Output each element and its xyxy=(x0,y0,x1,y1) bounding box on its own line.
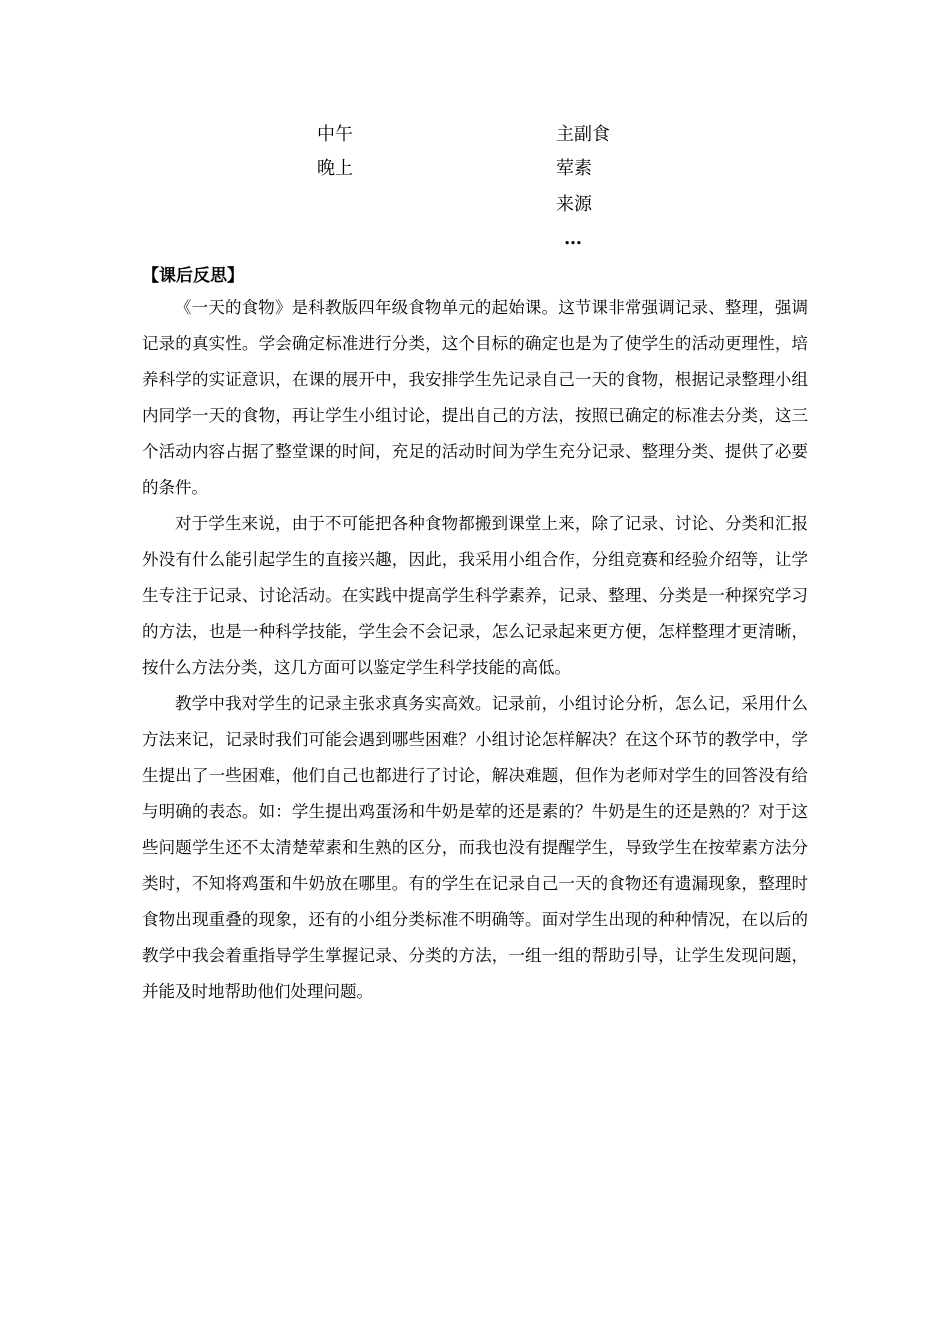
outline-right-item-source: 来源 xyxy=(556,194,592,215)
outline-right-item-staple: 主副食 xyxy=(556,124,610,145)
outline-right-item-meat-veg: 荤素 xyxy=(556,158,592,179)
outline-left-item-noon: 中午 xyxy=(317,124,353,145)
outline-left-item-evening: 晚上 xyxy=(317,158,353,179)
lesson-outline xyxy=(0,118,950,258)
reflection-heading: 【课后反思】 xyxy=(142,266,244,286)
reflection-paragraph: 《一天的食物》是科教版四年级食物单元的起始课。这节课非常强调记录、整理，强调记录的真实性。学会确定标准进行分类，这个目标的确定也是为了使学生的活动更理性，培养科学的实证意识，在课的展开中，我安排学生先记录自己一天的食物，根据记录整理小组内同学一天的食物，再让学生小组讨论，提出自己的方法，按照已确定的标准去分类，这三个活动内容占据了整堂课的时间，充足的活动时间为学生充分记录、整理分类、提供了必要的条件。 xyxy=(142,298,808,497)
outline-ellipsis: … xyxy=(564,228,582,249)
reflection-paragraph: 教学中我对学生的记录主张求真务实高效。记录前，小组讨论分析，怎么记，采用什么方法来记，记录时我们可能会遇到哪些困难？小组讨论怎样解决？在这个环节的教学中，学生提出了一些困难，他们自己也都进行了讨论，解决难题，但作为老师对学生的回答没有给与明确的表态。如：学生提出鸡蛋汤和牛奶是荤的还是素的？牛奶是生的还是熟的？对于这些问题学生还不太清楚荤素和生熟的区分，而我也没有提醒学生，导致学生在按荤素方法分类时，不知将鸡蛋和牛奶放在哪里。有的学生在记录自己一天的食物还有遗漏现象，整理时食物出现重叠的现象，还有的小组分类标准不明确等。面对学生出现的种种情况，在以后的教学中我会着重指导学生掌握记录、分类的方法，一组一组的帮助引导，让学生发现问题，并能及时地帮助他们处理问题。 xyxy=(142,694,808,1001)
reflection-body xyxy=(142,290,808,1010)
reflection-paragraph: 对于学生来说，由于不可能把各种食物都搬到课堂上来，除了记录、讨论、分类和汇报外没有什么能引起学生的直接兴趣，因此，我采用小组合作，分组竞赛和经验介绍等，让学生专注于记录、讨论活动。在实践中提高学生科学素养，记录、整理、分类是一种探究学习的方法，也是一种科学技能，学生会不会记录，怎么记录起来更方便，怎样整理才更清晰，按什么方法分类，这几方面可以鉴定学生科学技能的高低。 xyxy=(142,514,808,677)
